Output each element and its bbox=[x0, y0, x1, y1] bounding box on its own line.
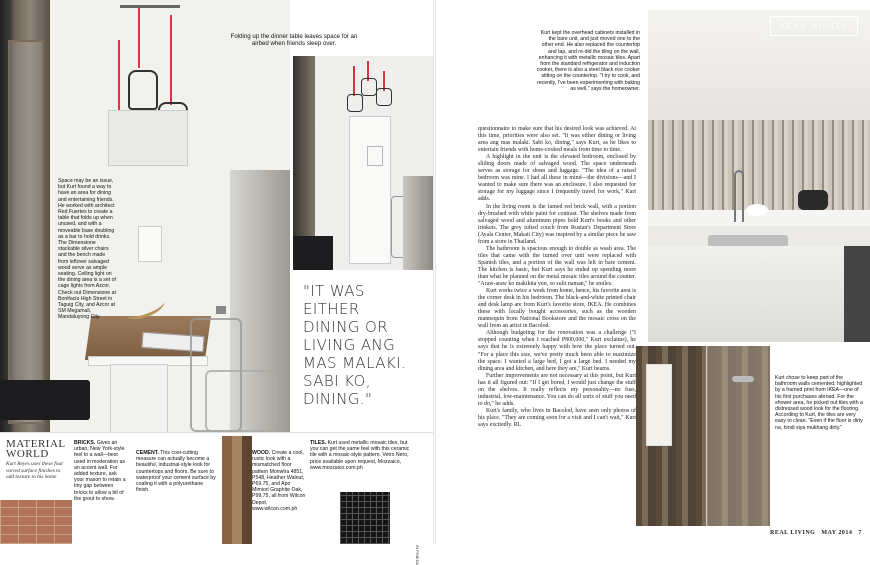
bathroom-caption: Kurt chose to keep part of the bathroom walls cemented, highlighted by a framed print from IKEA—one of his first purchases abroad. For the shower area, he picked out tiles with a distressed wood look for the flooring. According to Kurt, the tiles are very easy to clean. "Even if the floor is dirty na, hindi siya mukhang dirty." bbox=[775, 375, 863, 431]
body-paragraph: Although budgeting for the renovation was a challenge ("I stopped counting when I reached P800,000," Kurt exclaims), he says that he is extremely happy with how the place turned out. "For a place this size, we've pretty much been able to maximize the space. I wanted a large bed, I got a large bed. I needed my dining area and kitchen, and here they are," Kurt beams. bbox=[478, 330, 636, 372]
wood-swatch bbox=[222, 436, 252, 544]
body-paragraph: Kurt works twice a week from home, hence, his favorite area is the corner desk in his bedroom. The black-and-white printed chair and desk lamp are from Kurt's favorite store, IKEA. He combines these with locally bought accessories, such as the wooden mannequin from National Bookstore and the mosaic cross on the wall from an artist in Bacolod. bbox=[478, 288, 636, 330]
material-tiles: TILES. Kurt used metallic mosaic tiles, but you can get the same feel with this ceramic tile with a mosaic-style pattern. Vetro Nero, price available upon request, Mozzaico, www.mozzaico.com.ph bbox=[310, 440, 410, 471]
body-paragraph: questionnaire to make sure that his desired look was achieved. At this time, priorities were also set. "It was either dining or living area ang mas malaki. Sabi ko, dining," says Kurt, as he likes to entertain friends with home-cooked meals from time to time. bbox=[478, 126, 636, 154]
folding-table-caption: Folding up the dinner table leaves space for an airbed when friends sleep over. bbox=[230, 33, 358, 48]
material-bricks: BRICKS. Gives an urban, New York-style feel to a wall—best used in moderation as an accent wall. For added texture, ask your mason to retain a tiny gap between bricks to allow a bit of the grout to show. bbox=[74, 440, 126, 502]
material-world-title: MATERIAL WORLD bbox=[6, 438, 66, 460]
body-paragraph: The bathroom is spacious enough to double as wash area. The tiles that came with the turned over unit were replaced with Spanish tiles, and a portion of the wall was left in bare cement. The kitchen is basic, but Kurt says he ended up spending more than what he planned on the metal mosaic tiles around the counter. "Araw-araw ko makikita yun, so sulit naman," he smiles. bbox=[478, 245, 636, 288]
folio-page: 7 bbox=[858, 530, 862, 536]
body-paragraph: In the living room is the famed red brick wall, with a portion dry-brushed with white paint for contrast. The shelves made from salvaged wood and aluminum pipes hold Kurt's books and other trinkets. The grey tufted couch from Rustan's Department Store (Ayala Center, Makati City) was inspired by a similar piece he saw from a store in Thailand. bbox=[478, 203, 636, 245]
pull-quote: "IT WAS EITHER DINING OR LIVING ANG MAS MALAKI. SABI KO, DINING." bbox=[303, 282, 407, 408]
body-paragraph: Further improvements are not necessary at this point, but Kurt has it all figured out: "If I get bored, I would just change the stuff on the shelves. It really reflects my personality—no fuss, industrial, low-maintenance. You can do all sorts of stuff you need to do," he adds. bbox=[478, 372, 636, 407]
kitchen-photo bbox=[648, 10, 870, 342]
material-cement: CEMENT. This cost-cutting measure can actually become a beautiful, industrial-style look for countertops and floors. Be sure to waterproof your cement surface by coating it with a polyurethane finish. bbox=[136, 450, 216, 494]
body-paragraph: A highlight in the unit is the elevated bedroom, enclosed by sliding doors made of salvaged wood. The space underneath serves as storage for shoes and luggage. "The idea of a raised bedroom was mine. I had all these in mind—the divisions—and I wanted to make sure there was an enclosure. I also requested for storage for my luggage since I frequently travel for work," Kurt adds. bbox=[478, 154, 636, 203]
folio-date: MAY 2014 bbox=[821, 530, 853, 536]
folio bbox=[770, 530, 862, 536]
brick-swatch bbox=[0, 500, 72, 544]
folio-magazine: REAL LIVING bbox=[770, 530, 816, 536]
tile-swatch bbox=[340, 492, 390, 544]
dining-caption: Space may be an issue, but Kurt found a way to have an area for dining and entertaining friends. He worked with architect Red Fuertes to create a table that folds up when unused, and with a moveable base doubling as a bar to hold drinks. The Dimensione stackable silver chairs and the bench made from leftover salvaged wood serve as ample seating. Ceiling light on the dining area is a set of cage lights from Azcor. Check out Dimensione at Bonifacio High Street in Taguig City, and Azcor at SM Megamall, Mandaluyong City. bbox=[58, 178, 116, 321]
page-gutter bbox=[433, 0, 436, 544]
bathroom-photo bbox=[636, 346, 770, 526]
material-world-subtitle: Kurt Reyes uses these four varied surface finishes to add texture to his home bbox=[6, 461, 64, 480]
body-paragraph: Kurt's family, who lives in Bacolod, have seen only photos of his place. "They are coming soon for a visit and I can't wait," Kurt says excitedly. RL bbox=[478, 407, 636, 428]
dining-area-photo bbox=[0, 0, 290, 432]
folded-table-photo bbox=[293, 56, 433, 270]
article-body bbox=[478, 126, 636, 429]
kitchen-caption: Kurt kept the overhead cabinets installed in the bare unit, and just moved one to the other end. He also replaced the countertop and tap, and re-did the tiling on the wall, enhancing it with metallic mosaic tiles. Apart from the standard refrigerator and induction cooker, there is also a steel black rice cooker sitting on the countertop. "I try to cook, and recently, I've been experimenting with baking as well," says the homeowner. bbox=[536, 30, 640, 92]
section-tag: REAL HOMES bbox=[770, 16, 858, 36]
material-wood: WOOD. Create a cool, rustic look with a mismatched floor pattern Monwha 4851, P548, Heather Walnut, P69.75, and Apo Mimiori Graphite Oak, P99.75, all from Wilcon Depot, www.wilcon.com.ph bbox=[252, 450, 306, 512]
